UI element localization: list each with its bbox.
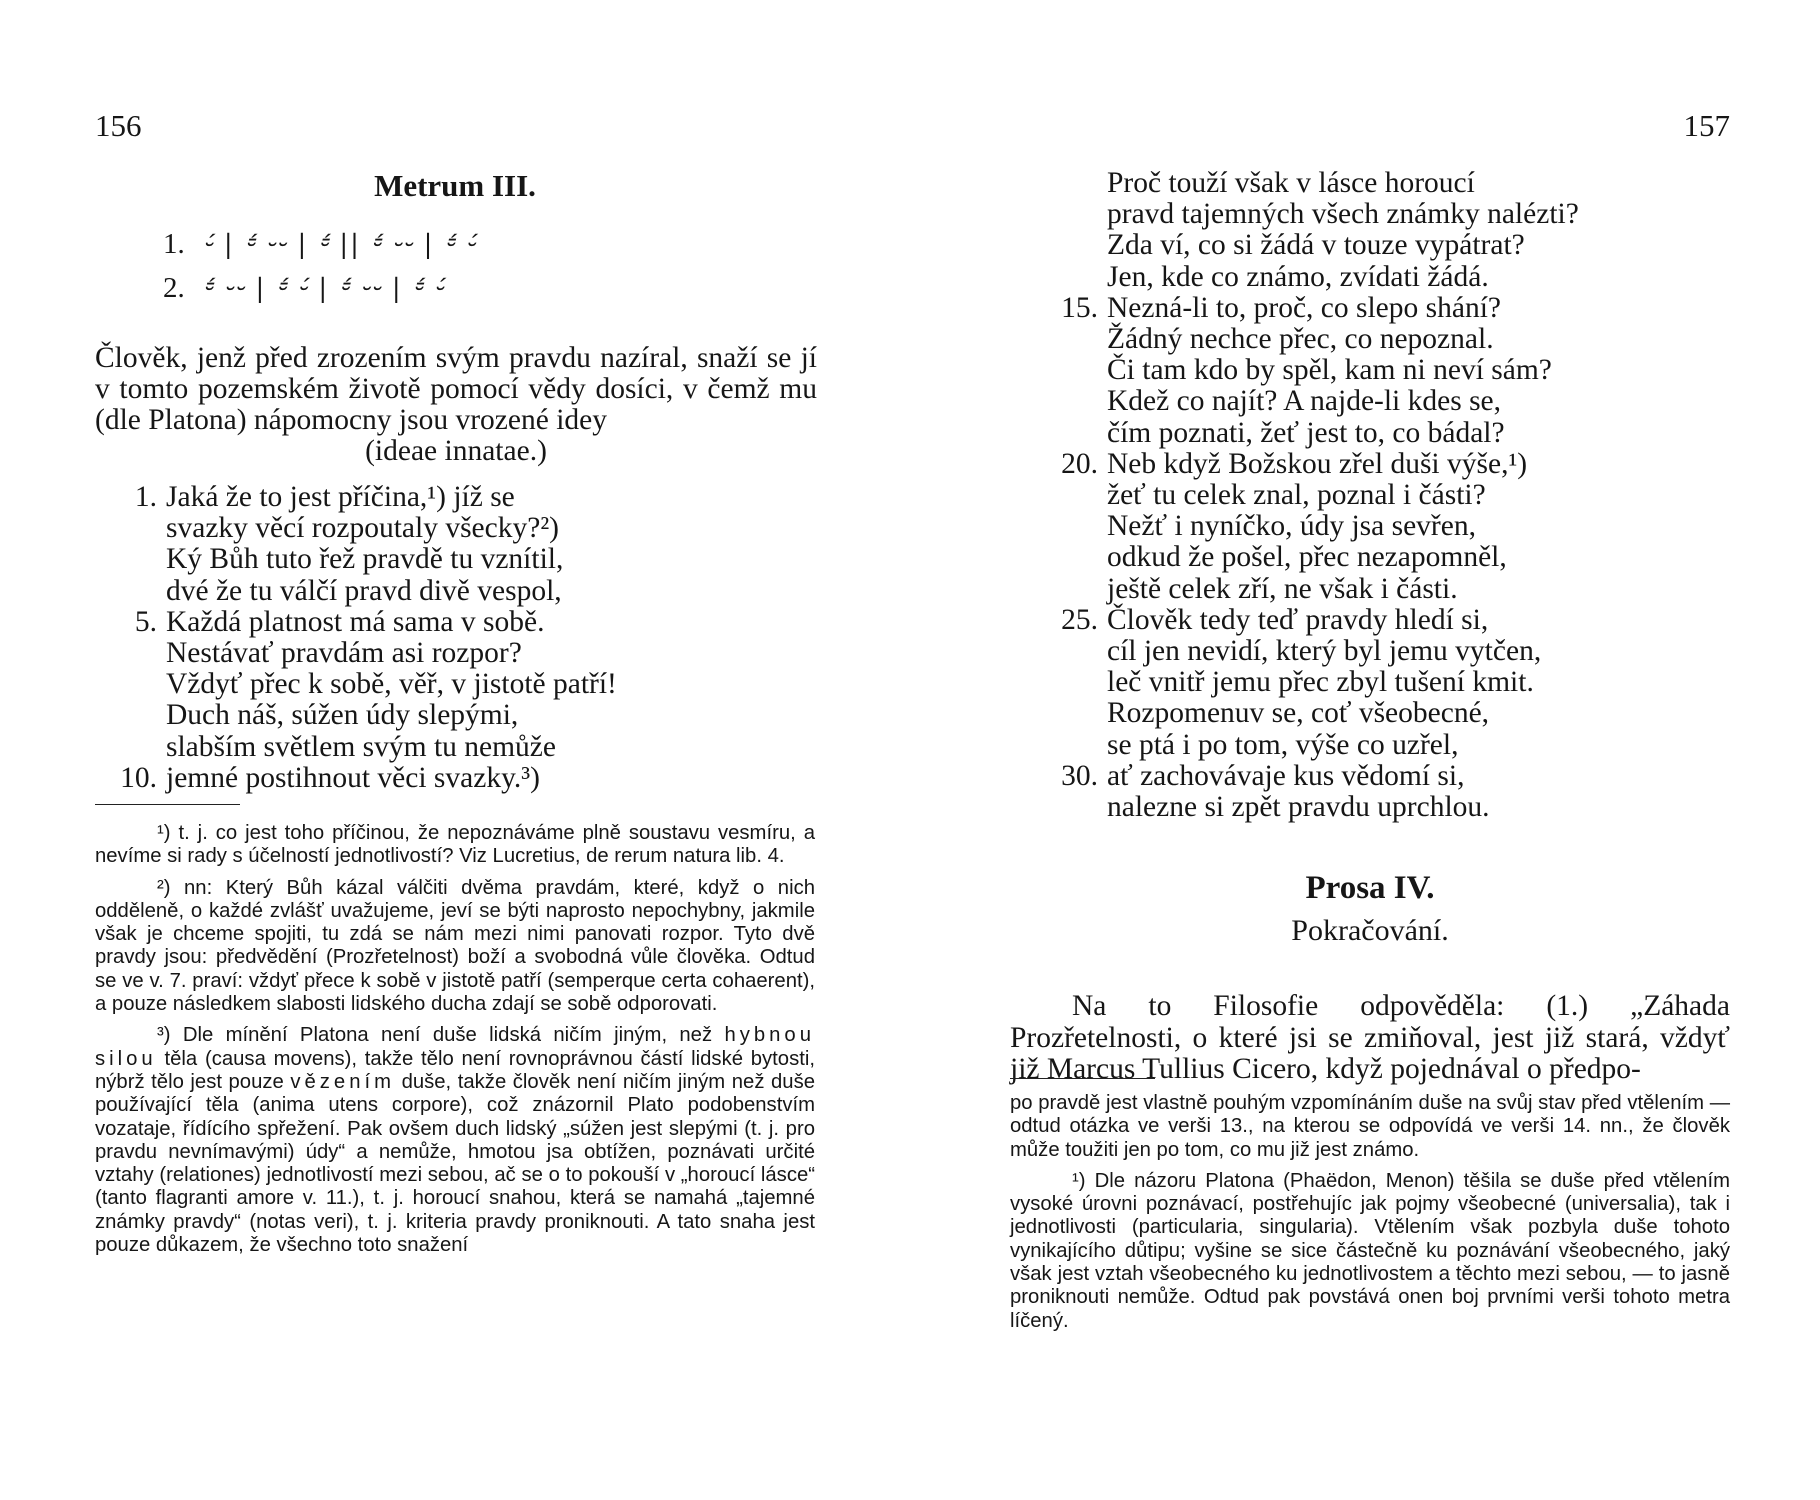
- verse-text: Nestávať pravdám asi rozpor?: [166, 637, 522, 670]
- prosa-paragraph: Na to Filosofie odpověděla: (1.) „Záhada Prozřetelnosti, o které jsi se zmiňoval, jest již stará, vždyť již Marcus Tullius Cicero, když pojednával o předpo-: [1010, 990, 1730, 1085]
- verse-line: [1107, 262, 1579, 293]
- verse-line: [1107, 168, 1579, 199]
- verse-text: pravd tajemných všech známky nalézti?: [1107, 198, 1579, 231]
- meter-symbols: ⏒́ ⏑⏑ | ⏒́ ⏑́ | ⏒́ ⏑⏑ | ⏒́ ⏑́: [203, 274, 445, 304]
- verse-line: [1107, 199, 1579, 230]
- footnote-3-c: duše, takže člověk není ničím jiným než duše používající těla (anima utens corpore), což znázornil Plato podobenstvím vozataje, řídícího spřežení. Pak ovšem duch lidský „súžen jest slepými (t. j. pro pravdu nevnímavými) údy“ a nemůže, hmotou jsa obtížen, poznávati určité vztahy (relationes) jednotlivostí mezi sebou, ač se o to pokouší v „horoucí lásce“ (tanto flagranti amore v. 11.), t. j. horoucí snahou, která se namahá „tajemné známky pravdy“ (notas veri), t. j. kriteria pravdy proniknouti. A tato snaha jest pouze důkazem, že všechno toto snažení: [95, 1070, 815, 1257]
- verse-text: Rozpomenuv se, coť všeobecné,: [1107, 697, 1490, 730]
- verse-line: [1061, 759, 1579, 792]
- intro-last-line: (ideae innatae.): [365, 435, 547, 467]
- footnote-1: ¹) t. j. co jest toho příčinou, že nepoznáváme plně soustavu vesmíru, a nevíme si rady s účelností jednotlivostí? Viz Lucretius, de rerum natura lib. 4.: [95, 822, 815, 868]
- verse-line: [1107, 511, 1579, 542]
- verse-text: dvé že tu válčí pravd divě vespol,: [166, 574, 562, 607]
- verse-text: Duch náš, súžen údy slepými,: [166, 699, 519, 732]
- verse-line: [1107, 230, 1579, 261]
- right-page: [1010, 0, 1730, 1500]
- verse-line: [1107, 542, 1579, 573]
- verse-number: 25.: [1061, 603, 1098, 636]
- verse-text: Člověk tedy teď pravdy hledí si,: [1107, 603, 1489, 636]
- verse-text: Nežť i nyníčko, údy jsa sevřen,: [1107, 510, 1476, 543]
- meter-symbols: ⏑́ | ⏒́ ⏑⏑ | ⏒́ || ⏒́ ⏑⏑ | ⏒́ ⏑́: [203, 230, 477, 260]
- metrum-intro: [95, 343, 817, 467]
- verse-text: Proč touží však v lásce horoucí: [1107, 167, 1475, 199]
- verse-line: [1107, 480, 1579, 511]
- metrum-title: Metrum III.: [374, 168, 536, 203]
- verse-line: [1107, 324, 1579, 355]
- verse-line: [166, 576, 617, 607]
- verse-text: Či tam kdo by spěl, kam ni neví sám?: [1107, 354, 1552, 387]
- meter-scheme-1: [163, 228, 476, 261]
- verse-text: Jaká že to jest příčina,¹) jíž se: [166, 481, 515, 513]
- verse-text: cíl jen nevidí, který byl jemu vytčen,: [1107, 635, 1542, 668]
- page-number-left: 156: [95, 108, 142, 143]
- verse-number: 15.: [1061, 291, 1098, 324]
- footnote-continuation: po pravdě jest vlastně pouhým vzpomínáním duše na svůj stav před vtělením — odtud otázka ve verši 13., na kterou se odpovídá ve verši 14. nn., že člověk může toužiti jen po tom, co mu již jest známo.: [1010, 1092, 1730, 1161]
- verse-line: [166, 732, 617, 763]
- verse-line: [166, 700, 617, 731]
- verse-text: Jen, kde co známo, zvídati žádá.: [1107, 260, 1489, 293]
- verse-text: Ký Bůh tuto řež pravdě tu vznítil,: [166, 543, 564, 576]
- verse-text: slabším světlem svým tu nemůže: [166, 730, 556, 763]
- verse-line: [166, 638, 617, 669]
- verse-text: Žádný nechce přec, co nepoznal.: [1107, 323, 1494, 356]
- verse-text: Zda ví, co si žádá v touze vypátrat?: [1107, 229, 1525, 262]
- verse-line: [1107, 730, 1579, 761]
- left-footnotes: [95, 822, 815, 1265]
- verse-line: [1107, 386, 1579, 417]
- verse-number: 30.: [1061, 759, 1098, 792]
- verse-text: ať zachovávaje kus vědomí si,: [1107, 759, 1465, 792]
- verse-text: Každá platnost má sama v sobě.: [166, 605, 545, 638]
- verse-line: [1107, 355, 1579, 386]
- prosa-text: [1010, 991, 1730, 1086]
- verse-line: [1061, 291, 1579, 324]
- footnote-2: ²) nn: Který Bůh kázal válčiti dvěma pravdám, které, když o nich odděleně, o každé zvlášť uvažujeme, jeví se býti naprosto nepochybny, jakmile však je chceme spojiti, tu zdá se nám mezi nimi panovati rozpor. Tyto dvě pravdy jsou: předvědění (Prozřetelnost) boží a svobodná vůle člověka. Odtud se ve v. 7. praví: vždyť přece k sobě v jistotě patří (semperque certa cohaerent), a pouze následkem slabosti lidského ducha zdají se sobě odporovati.: [95, 876, 815, 1016]
- verse-line: [1061, 603, 1579, 636]
- verse-text: leč vnitř jemu přec zbyl tušení kmit.: [1107, 666, 1534, 699]
- verse-text: Kdež co najít? A najde-li kdes se,: [1107, 385, 1502, 418]
- verse-line: [1107, 574, 1579, 605]
- verse-text: jemné postihnout věci svazky.³): [166, 761, 540, 794]
- verse-line: [166, 513, 617, 544]
- verse-text: se ptá i po tom, výše co uzřel,: [1107, 728, 1459, 761]
- footnote-3-a: ³) Dle mínění Platona není duše lidská ničím jiným, než: [157, 1024, 713, 1047]
- verse-text: Neb když Božskou zřel duši výše,¹): [1107, 447, 1528, 480]
- verse-line: [1107, 792, 1579, 823]
- footnote-rule: [95, 804, 240, 805]
- footnote-1: ¹) Dle názoru Platona (Phaëdon, Menon) těšila se duše před vtělením vysoké úrovni poznávací, postřehujíc jak pojmy všeobecné (universalia), tak i jednotlivosti (particularia, singularia). Vtělením však pozbyla duše tohoto vynikajícího důtipu; vyšine se sice částečně ku poznávání všeobecného, jaký však jest vztah všeobecného ku jednotlivostem a těchto mezi sebou, — to jasně proniknouti nemůže. Odtud pak povstává onen boj prvními verši tohoto metra líčený.: [1010, 1169, 1730, 1332]
- meter-scheme-2: [163, 272, 445, 305]
- verse-number: 1.: [134, 481, 157, 513]
- verse-line: [1061, 447, 1579, 480]
- verse-text: svazky věcí rozpoutaly všecky?²): [166, 512, 560, 545]
- verse-line: [134, 605, 617, 638]
- verse-number: 5.: [134, 605, 157, 638]
- verse-number: 20.: [1061, 447, 1098, 480]
- verse-number: 10.: [120, 761, 157, 794]
- footnote-3-spaced-1: hybnou silou: [95, 1024, 815, 1070]
- verse-line: [1107, 636, 1579, 667]
- verse-line: [134, 481, 617, 513]
- verse-line: [1107, 698, 1579, 729]
- verse-text: Nezná-li to, proč, co slepo shání?: [1107, 291, 1502, 324]
- left-verses: [120, 481, 617, 794]
- footnote-3-b: těla (causa movens), takže tělo není rovnoprávnou částí lidské bytosti, nýbrž tělo jest pouze: [95, 1047, 816, 1093]
- right-footnotes: [1010, 1092, 1730, 1341]
- prosa-subtitle: Pokračování.: [1291, 914, 1449, 947]
- verse-text: Vždyť přec k sobě, věř, v jistotě patří!: [166, 668, 617, 701]
- meter-line-number: 2.: [163, 272, 185, 304]
- verse-line: [1107, 418, 1579, 449]
- verse-line: [166, 544, 617, 575]
- meter-line-number: 1.: [163, 228, 185, 260]
- left-page: [95, 0, 815, 1500]
- verse-line: [166, 669, 617, 700]
- footnote-3: [95, 1024, 815, 1257]
- intro-text: Člověk, jenž před zrozením svým pravdu nazíral, snaží se jí v tomto pozemském životě pomocí vědy dosíci, v čemž mu (dle Platona) nápomocny jsou vrozené idey: [95, 342, 817, 436]
- verse-text: nalezne si zpět pravdu uprchlou.: [1107, 791, 1490, 824]
- verse-line: [120, 761, 617, 794]
- right-verses: [1061, 167, 1579, 824]
- verse-text: žeť tu celek znal, poznal i části?: [1107, 479, 1486, 512]
- verse-text: ještě celek zří, ne však i části.: [1107, 572, 1458, 605]
- footnote-rule: [1010, 1078, 1155, 1079]
- footnote-3-spaced-2: vězením: [290, 1070, 396, 1093]
- page-number-right: 157: [1683, 108, 1730, 143]
- prosa-title: Prosa IV.: [1305, 870, 1435, 906]
- verse-line: [1107, 667, 1579, 698]
- verse-text: čím poznati, žeť jest to, co bádal?: [1107, 416, 1505, 449]
- verse-text: odkud že pošel, přec nezapomněl,: [1107, 541, 1507, 574]
